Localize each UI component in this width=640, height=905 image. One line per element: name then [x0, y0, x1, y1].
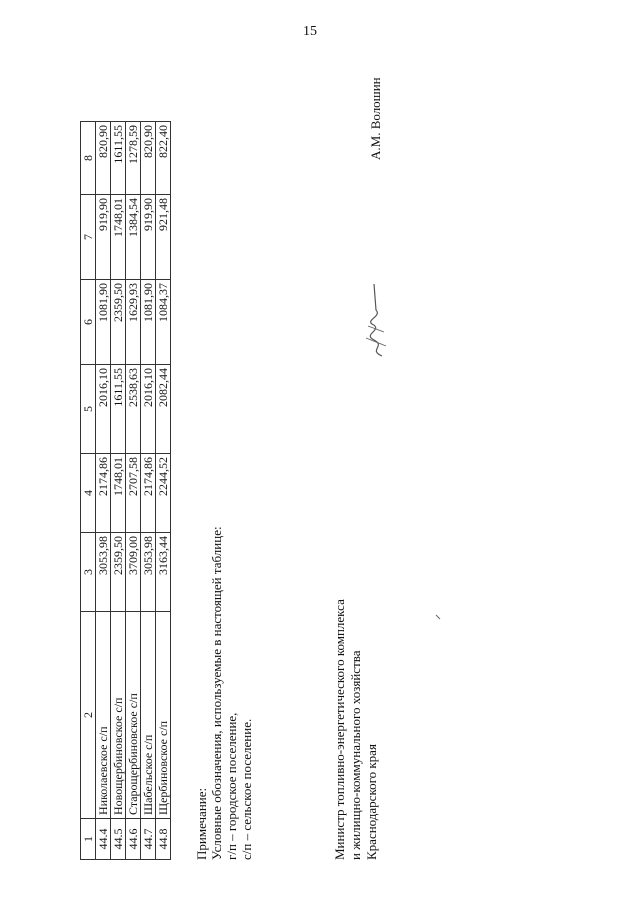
minister-title-line: Министр топливно-энергетического комплекса: [332, 599, 347, 860]
value-cell: 919,90: [141, 195, 156, 280]
minister-title-line: Краснодарского края: [364, 744, 379, 860]
value-cell: 1278,59: [126, 122, 141, 195]
minister-title-block: [332, 599, 380, 860]
value-cell: 820,90: [141, 122, 156, 195]
tariff-table: [80, 121, 171, 860]
value-cell: 3709,00: [126, 533, 141, 612]
value-cell: 1081,90: [141, 280, 156, 365]
table-header-row: [81, 122, 96, 860]
value-cell: 2359,50: [111, 280, 126, 365]
table-row: [126, 122, 141, 860]
header-col-1: 1: [81, 819, 96, 860]
header-col-8: 8: [81, 122, 96, 195]
minister-title-line: и жилищно-коммунального хозяйства: [348, 650, 363, 860]
row-number: 44.7: [141, 819, 156, 860]
stray-mark: [435, 614, 441, 620]
settlement-name: Николаевское с/п: [96, 612, 111, 819]
value-cell: 2538,63: [126, 365, 141, 454]
notes-line: Условные обозначения, используемые в настоящей таблице:: [209, 526, 224, 860]
header-col-6: 6: [81, 280, 96, 365]
value-cell: 1611,55: [111, 365, 126, 454]
row-number: 44.4: [96, 819, 111, 860]
value-cell: 2174,86: [141, 454, 156, 533]
table-row: [156, 122, 171, 860]
value-cell: 2359,50: [111, 533, 126, 612]
value-cell: 1629,93: [126, 280, 141, 365]
settlement-name: Щербиновское с/п: [156, 612, 171, 819]
table-row: [111, 122, 126, 860]
value-cell: 2016,10: [141, 365, 156, 454]
value-cell: 1611,55: [111, 122, 126, 195]
value-cell: 3053,98: [96, 533, 111, 612]
value-cell: 1384,54: [126, 195, 141, 280]
table-row: [96, 122, 111, 860]
value-cell: 2016,10: [96, 365, 111, 454]
row-number: 44.5: [111, 819, 126, 860]
rotated-page-content: [80, 70, 400, 860]
row-number: 44.6: [126, 819, 141, 860]
header-col-2: 2: [81, 612, 96, 819]
value-cell: 2244,52: [156, 454, 171, 533]
notes-line: с/п – сельское поселение.: [239, 718, 254, 860]
row-number: 44.8: [156, 819, 171, 860]
value-cell: 1084,37: [156, 280, 171, 365]
value-cell: 1081,90: [96, 280, 111, 365]
signer-name: А.М. Волошин: [368, 77, 383, 160]
settlement-name: Новощербиновское с/п: [111, 612, 126, 819]
header-col-4: 4: [81, 454, 96, 533]
value-cell: 3163,44: [156, 533, 171, 612]
value-cell: 921,48: [156, 195, 171, 280]
notes-block: [194, 526, 254, 860]
table-row: [141, 122, 156, 860]
value-cell: 1748,01: [111, 195, 126, 280]
settlement-name: Шабельское с/п: [141, 612, 156, 819]
value-cell: 2707,58: [126, 454, 141, 533]
page-number: 15: [303, 24, 317, 39]
value-cell: 820,90: [96, 122, 111, 195]
value-cell: 3053,98: [141, 533, 156, 612]
value-cell: 822,40: [156, 122, 171, 195]
value-cell: 2082,44: [156, 365, 171, 454]
value-cell: 919,90: [96, 195, 111, 280]
header-col-7: 7: [81, 195, 96, 280]
settlement-name: Старощербиновское с/п: [126, 612, 141, 819]
handwritten-signature: [360, 280, 390, 360]
value-cell: 2174,86: [96, 454, 111, 533]
notes-line: г/п – городское поселение,: [224, 712, 239, 860]
notes-title: Примечание:: [194, 787, 209, 860]
header-col-5: 5: [81, 365, 96, 454]
value-cell: 1748,01: [111, 454, 126, 533]
header-col-3: 3: [81, 533, 96, 612]
